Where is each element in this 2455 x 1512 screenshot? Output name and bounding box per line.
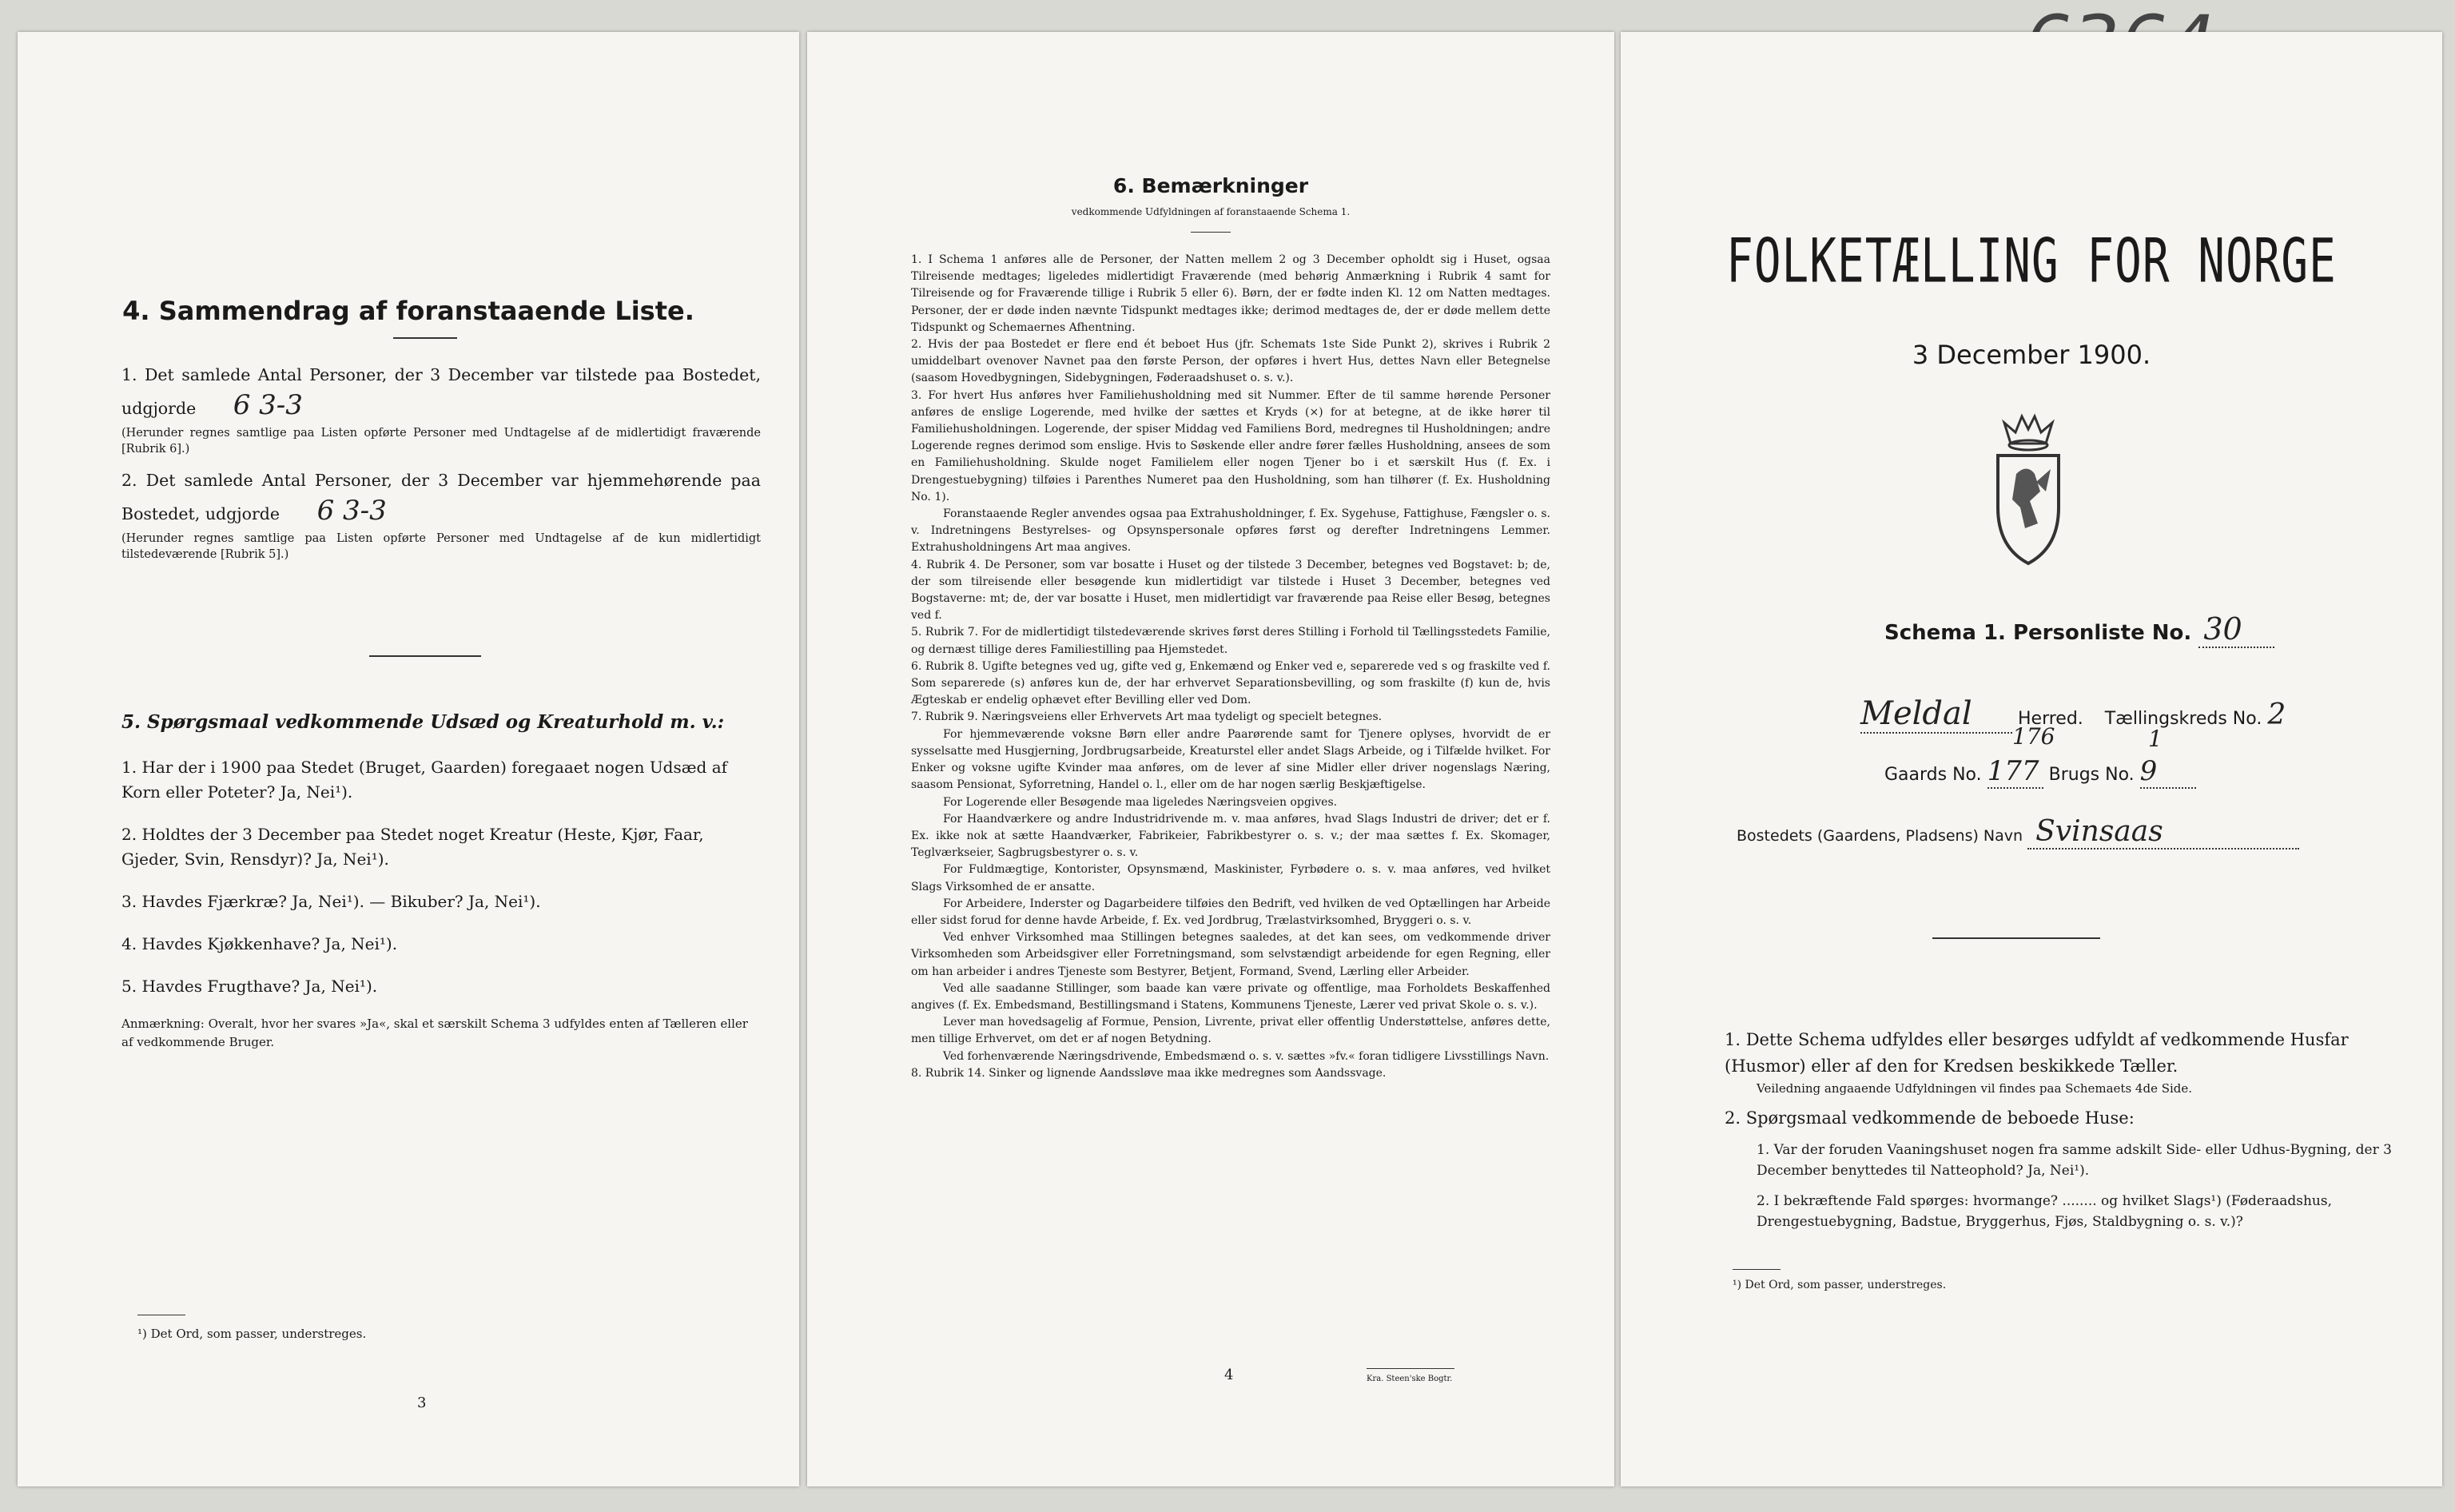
remark-paragraph: 3. For hvert Hus anføres hver Familiehusholdning med sit Nummer. Efter de til samme hørende Personer anføres de enslige Logerende, med hvilke der sættes et Kryds (×) for at betegne, at de ikke hører til Familiehusholdningen. Logerende, der spiser Middag ved Familiens Bord, medregnes til Husholdningen; andre Logerende regnes derimod som enslige. Hvis to Søskende eller andre fører fælles Husholdning, ansees de som en Familiehusholdning. Skulde noget Familielem eller nogen Tjener bo i et særskilt Hus (f. Ex. i Drengestuebygning) tilføies i Parenthes Numeret paa den Husholdning, som han tilhører (f. Ex. Husholdning No. 1). xyxy=(911,388,1550,503)
summary-item-1 xyxy=(121,360,761,424)
page-cover xyxy=(1621,32,2442,1486)
herred-value: Meldal xyxy=(1860,695,2012,734)
printer-rule xyxy=(1367,1368,1454,1369)
page-number: 3 xyxy=(417,1395,427,1411)
instruction-1-note: Veiledning angaaende Udfyldningen vil findes paa Schemaets 4de Side. xyxy=(1757,1081,2193,1096)
printer-credit: Kra. Steen'ske Bogtr. xyxy=(1367,1375,1453,1383)
question-4: 4. Havdes Kjøkkenhave? Ja, Nei¹). xyxy=(121,934,398,953)
page-summary xyxy=(18,32,799,1486)
summary-item-1-value: 6 3-3 xyxy=(233,389,303,421)
remarks-title: 6. Bemærkninger xyxy=(1112,174,1309,197)
bosted-row xyxy=(1737,815,2299,850)
remark-paragraph: 7. Rubrik 9. Næringsveiens eller Erhvervets Art maa tydeligt og specielt betegnes. xyxy=(911,710,1383,724)
footnote: ¹) Det Ord, som passer, understreges. xyxy=(137,1327,367,1341)
footnote: ¹) Det Ord, som passer, understreges. xyxy=(1733,1279,1947,1291)
schema-row xyxy=(1884,611,2274,647)
remark-paragraph: 6. Rubrik 8. Ugifte betegnes ved ug, gifte ved g, Enkemænd og Enker ved e, separerede ved s og fraskilte ved f. Som separerede (s) anføres kun de, der har erhvervet Separationsbevilling, og som fraskilte (f) kun de, hvis Ægteskab er endelig ophævet efter Bevilling eller ved Dom. xyxy=(911,659,1550,707)
summary-item-1-note: (Herunder regnes samtlige paa Listen opførte Personer med Undtagelse af de midlertidigt fraværende [Rubrik 6].) xyxy=(121,427,761,456)
remarks-body xyxy=(911,252,1550,1082)
coat-of-arms-icon xyxy=(1988,412,2068,567)
remark-paragraph: For Logerende eller Besøgende maa ligeledes Næringsveien opgives. xyxy=(943,795,1338,809)
bosted-value: Svinsaas xyxy=(2027,815,2299,850)
question-5: 5. Havdes Frugthave? Ja, Nei¹). xyxy=(121,977,378,996)
remark-paragraph: Foranstaaende Regler anvendes ogsaa paa Extrahusholdninger, f. Ex. Sygehuse, Fattighuse, Fængsler o. s. v. Indretningens Bestyrelses- og Opsynspersonale opføres først og derefter Indretningens Lemmer. Extrahusholdningens Art maa angives. xyxy=(911,507,1550,555)
schema-value: 30 xyxy=(2198,611,2274,648)
remark-paragraph: Lever man hovedsagelig af Formue, Pension, Livrente, privat eller offentlig Understøttelse, anføres dette, men tillige Erhvervet, om det er af nogen Betydning. xyxy=(911,1016,1550,1046)
kreds-label: Tællingskreds No. xyxy=(2104,709,2262,729)
herred-row xyxy=(1860,695,2286,734)
remark-paragraph: Ved forhenværende Næringsdrivende, Embedsmænd o. s. v. sættes »fv.« foran tidligere Livsstillings Navn. xyxy=(943,1049,1550,1063)
instruction-1: 1. Dette Schema udfyldes eller besørges udfyldt af vedkommende Husfar (Husmor) eller af den for Kredsen beskikkede Tæller. xyxy=(1725,1030,2349,1076)
remark-paragraph: 8. Rubrik 14. Sinker og lignende Aandssløve maa ikke medregnes som Aandssvage. xyxy=(911,1066,1387,1080)
page-number: 4 xyxy=(1224,1367,1234,1383)
gaards-above: 176 xyxy=(2012,723,2055,750)
census-date: 3 December 1900. xyxy=(1912,340,2151,370)
divider xyxy=(1191,232,1231,233)
remark-paragraph: 2. Hvis der paa Bostedet er flere end ét beboet Hus (jfr. Schemats 1ste Side Punkt 2), skrives i Rubrik 2 umiddelbart ovenover Navnet paa den første Person, der opføres i hvert Hus, dettes Navn eller Betegnelse (saasom Hovedbygningen, Sidebygningen, Føderaadshuset o. s. v.). xyxy=(911,338,1550,385)
summary-item-2 xyxy=(121,465,761,529)
footnote-rule xyxy=(1733,1269,1781,1270)
summary-item-2-note: (Herunder regnes samtlige paa Listen opførte Personer med Undtagelse af de kun midlertidigt tilstedeværende [Rubrik 5].) xyxy=(121,532,761,561)
remark-paragraph: For Fuldmægtige, Kontorister, Opsynsmænd, Maskinister, Fyrbødere o. s. v. maa anføres, ved hvilket Slags Virksomhed de er ansatte. xyxy=(911,863,1550,893)
remark-paragraph: 1. I Schema 1 anføres alle de Personer, der Natten mellem 2 og 3 December opholdt sig i Huset, ogsaa Tilreisende medtages; ligeledes midlertidigt Fraværende (med behørig Anmærkning i Rubrik 4 samt for Tilreisende og for Fraværende tillige i Rubrik 5 eller 6). Børn, der er fødte inden Kl. 12 om Natten medtages. Personer, der er døde inden nævnte Tidspunkt medtages ikke; derimod medtages de, der er døde mellem dette Tidspunkt og Schemaernes Afhentning. xyxy=(911,253,1550,334)
remark-paragraph: For Haandværkere og andre Industridrivende m. v. maa anføres, hvad Slags Industri de driver; det er f. Ex. ikke nok at sætte Haandværker, Fabrikeier, Fabrikbestyrer o. s. v.; der maa sættes f. Ex. Skomager, Teglværkseier, Sagbrugsbestyrer o. s. v. xyxy=(911,812,1550,860)
census-title: FOLKETÆLLING FOR NORGE xyxy=(1726,226,2337,297)
summary-item-1-text: 1. Det samlede Antal Personer, der 3 December var tilstede paa Bostedet, udgjorde xyxy=(121,365,761,418)
remark-paragraph: 4. Rubrik 4. De Personer, som var bosatte i Huset og der tilstede 3 December, betegnes ved Bogstavet: b; de, der som tilreisende eller besøgende kun midlertidigt var tilstede i Huset 3 December, betegnes ved Bogstaverne: mt; de, der var bosatte i Huset, men midlertidigt var fraværende paa Reise eller Besøg, betegnes ved f. xyxy=(911,558,1550,623)
gaards-row xyxy=(1884,755,2196,789)
gaards-value: 177 xyxy=(1987,755,2043,789)
instruction-2: 2. Spørgsmaal vedkommende de beboede Huse: xyxy=(1725,1108,2135,1128)
brugs-label: Brugs No. xyxy=(2048,765,2135,785)
kreds-value: 2 xyxy=(2267,698,2286,731)
remark-note: Anmærkning: Overalt, hvor her svares »Ja«, skal et særskilt Schema 3 udfyldes enten af Tælleren eller af vedkommende Bruger. xyxy=(121,1017,748,1049)
summary-list xyxy=(121,360,761,571)
section5-title: 5. Spørgsmaal vedkommende Udsæd og Kreaturhold m. v.: xyxy=(121,711,725,733)
instruction-2-2: 2. I bekræftende Fald spørges: hvormange? ........ og hvilket Slags¹) (Føderaadshus, Drengestuebygning, Badstue, Bryggerhus, Fjøs, Staldbygning o. s. v.)? xyxy=(1757,1193,2332,1230)
instructions xyxy=(1725,1027,2396,1232)
brugs-above: 1 xyxy=(2148,726,2163,752)
section5-questions xyxy=(121,755,761,1017)
question-2: 2. Holdtes der 3 December paa Stedet noget Kreatur (Heste, Kjør, Faar, Gjeder, Svin, Rensdyr)? Ja, Nei¹). xyxy=(121,825,704,869)
divider xyxy=(393,337,457,339)
remarks-subtitle: vedkommende Udfyldningen af foranstaaende Schema 1. xyxy=(1071,206,1351,217)
summary-title: 4. Sammendrag af foranstaaende Liste. xyxy=(122,296,694,326)
remark-paragraph: Ved alle saadanne Stillinger, som baade kan være private og offentlige, maa Forholdets Beskaffenhed angives (f. Ex. Embedsmand, Bestillingsmand i Statens, Kommunens Tjeneste, Lærer ved privat Skole o. s. v.). xyxy=(911,981,1550,1012)
gaards-label: Gaards No. xyxy=(1884,765,1982,785)
summary-item-2-text: 2. Det samlede Antal Personer, der 3 December var hjemmehørende paa Bostedet, udgjorde xyxy=(121,471,761,523)
brugs-value: 9 xyxy=(2140,755,2196,789)
remark-paragraph: For hjemmeværende voksne Børn eller andre Paarørende samt for Tjenere oplyses, hvorvidt de er sysselsatte med Husgjerning, Jordbrugsarbeide, Kreaturstel eller andet Slags Arbeide, og i Tilfælde hvilket. For Enker og voksne ugifte Kvinder maa anføres, om de lever af sine Midler eller driver nogenslags Næring, saasom Pensionat, Syforretning, Handel o. l., eller om de har nogen særlig Beskjæftigelse. xyxy=(911,727,1550,792)
bosted-label: Bostedets (Gaardens, Pladsens) Navn xyxy=(1737,827,2023,845)
remark-paragraph: For Arbeidere, Inderster og Dagarbeidere tilføies den Bedrift, ved hvilken de ved Optællingen har Arbeide eller sidst forud for denne havde Arbeide, f. Ex. ved Jordbrug, Trælastvirksomhed, Bryggeri o. s. v. xyxy=(911,897,1550,927)
question-1: 1. Har der i 1900 paa Stedet (Bruget, Gaarden) foregaaet nogen Udsæd af Korn eller Poteter? Ja, Nei¹). xyxy=(121,758,728,802)
page-remarks xyxy=(807,32,1614,1486)
instruction-2-1: 1. Var der foruden Vaaningshuset nogen fra samme adskilt Side- eller Udhus-Bygning, der 3 December benyttedes til Natteophold? Ja, Nei¹). xyxy=(1757,1142,2392,1179)
remark-paragraph: 5. Rubrik 7. For de midlertidigt tilstedeværende skrives først deres Stilling i Forhold til Tællingsstedets Familie, og dernæst tillige deres Familiestilling paa Hjemstedet. xyxy=(911,626,1550,656)
schema-label: Schema 1. Personliste No. xyxy=(1884,621,2192,645)
remark-paragraph: Ved enhver Virksomhed maa Stillingen betegnes saaledes, at det kan sees, om vedkommende driver Virksomheden som Arbeidsgiver eller Forretningsmand, som selvstændigt arbeidende for egen Regning, eller om han arbeider i andres Tjeneste som Bestyrer, Betjent, Formand, Svend, Lærling eller Arbeider. xyxy=(911,931,1550,978)
herred-label: Herred. xyxy=(2018,709,2083,729)
divider xyxy=(1932,937,2100,939)
divider xyxy=(369,655,481,657)
question-3: 3. Havdes Fjærkræ? Ja, Nei¹). — Bikuber? Ja, Nei¹). xyxy=(121,892,541,911)
summary-item-2-value: 6 3-3 xyxy=(316,495,387,527)
